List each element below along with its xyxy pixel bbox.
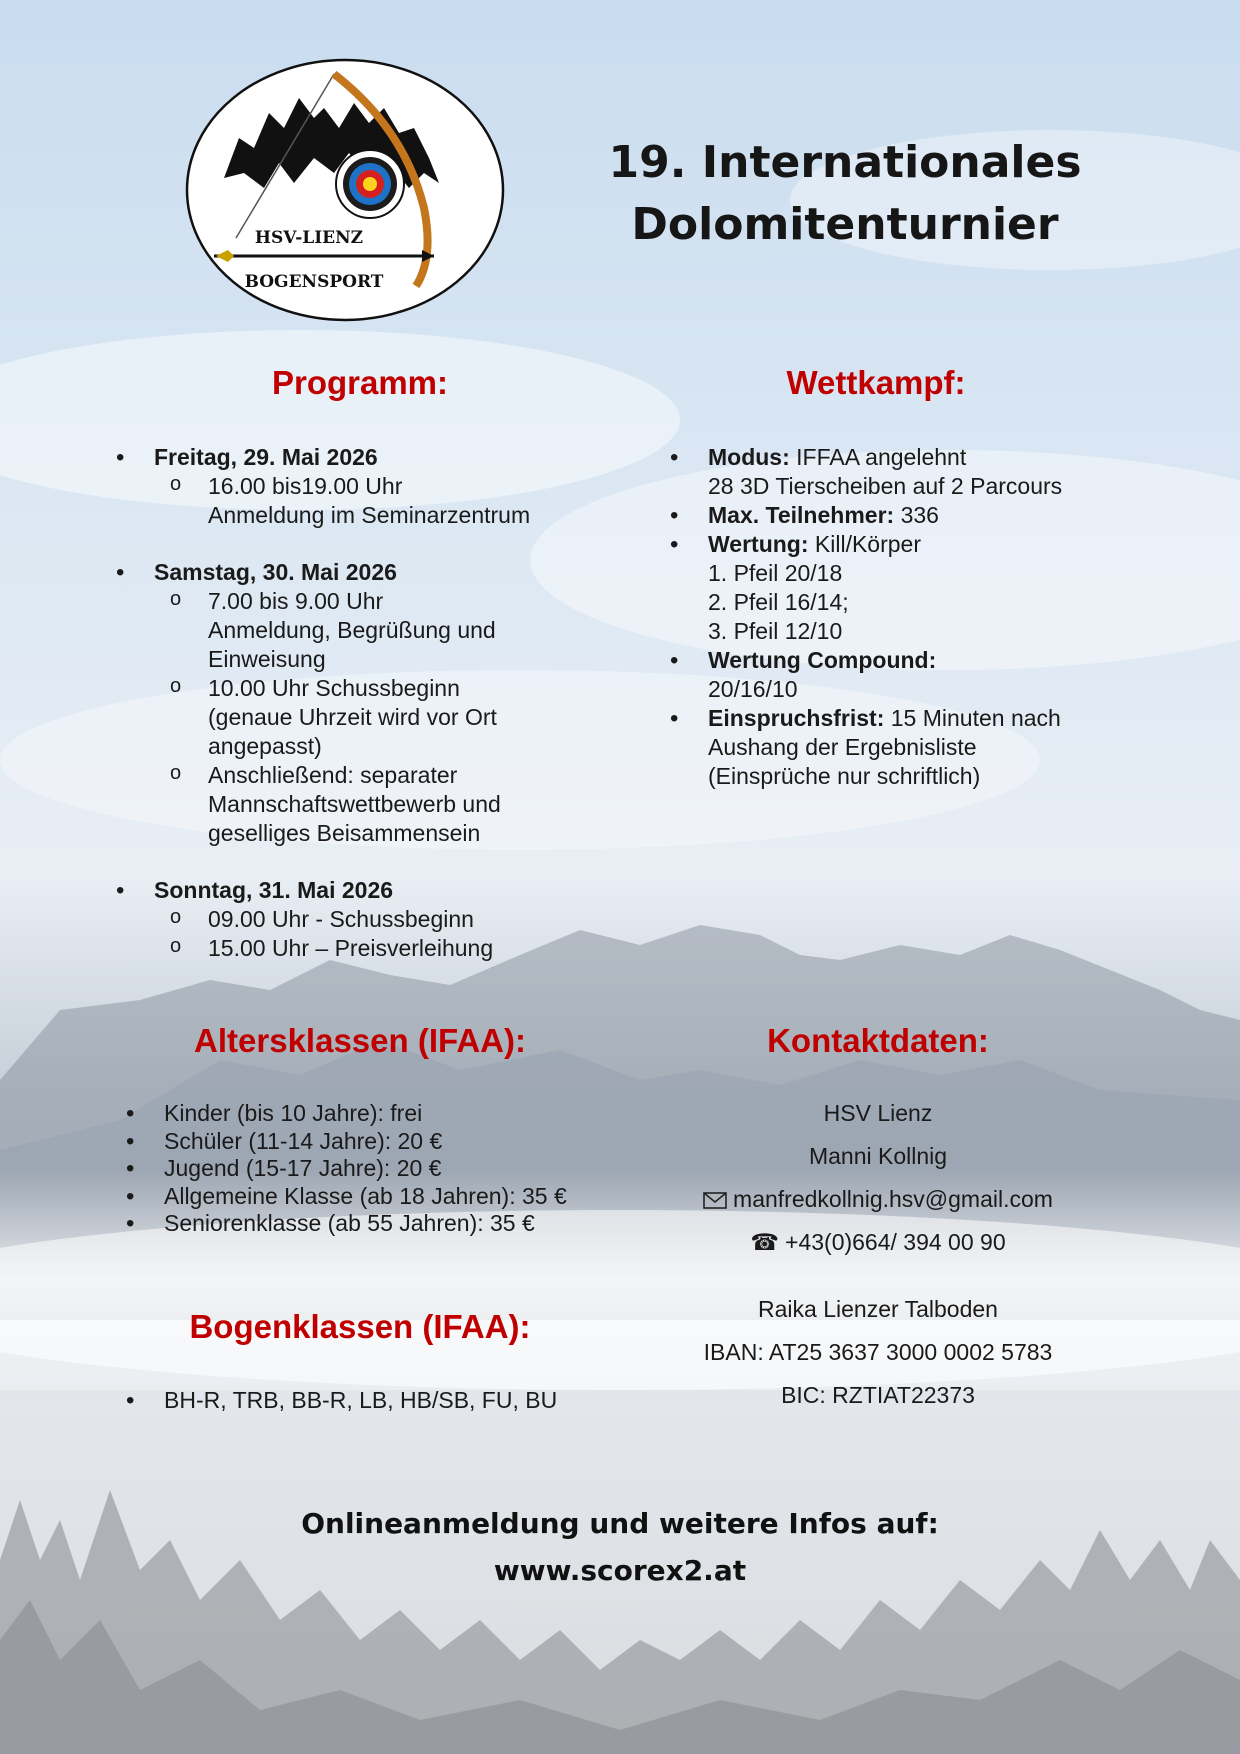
kontakt-heading: Kontaktdaten: [767, 1022, 989, 1059]
wettkampf-text: 336 [894, 502, 939, 528]
wettkampf-label: Wertung Compound: [708, 647, 937, 673]
wettkampf-item [670, 704, 1210, 791]
wettkampf-text: 20/16/10 [708, 676, 798, 702]
wettkampf-item [670, 646, 1210, 704]
bogenklasse-item: • BH-R, TRB, BB-R, LB, HB/SB, FU, BU [126, 1386, 646, 1415]
wettkampf-text: 15 Minuten nach Aushang der Ergebnisliste (Einsprüche nur schriftlich) [708, 705, 1061, 789]
telephone-icon: ☎ [750, 1229, 780, 1255]
title-line-2: Dolomitenturnier [631, 199, 1059, 250]
programm-date: Samstag, 30. Mai 2026 [154, 559, 397, 585]
programm-day [116, 558, 636, 848]
programm-item: o 10.00 Uhr Schussbeginn (genaue Uhrzeit wird vor Ort angepasst) [154, 674, 636, 761]
title-line-1: 19. Internationales [608, 137, 1082, 188]
programm-item: o Anschließend: separater Mannschaftswettbewerb und geselliges Beisammensein [154, 761, 636, 848]
page-title [600, 132, 1090, 256]
contact-bank: Raika Lienzer Talboden [758, 1296, 998, 1322]
programm-item: o 09.00 Uhr - Schussbeginn [154, 905, 636, 934]
bogenklassen-list [126, 1386, 646, 1415]
wettkampf-text: Kill/Körper 1. Pfeil 20/18 2. Pfeil 16/14; 3. Pfeil 12/10 [708, 531, 921, 644]
wettkampf-item [670, 443, 1210, 501]
contact-bic: BIC: RZTIAT22373 [781, 1382, 975, 1408]
contact-club: HSV Lienz [823, 1100, 933, 1126]
footer-url[interactable]: www.scorex2.at [493, 1554, 747, 1587]
wettkampf-label: Modus: [708, 444, 790, 470]
envelope-icon [703, 1192, 727, 1209]
logo-top-text: HSV-LIENZ [254, 228, 364, 248]
wettkampf-label: Wertung: [708, 531, 809, 557]
contact-phone-row [660, 1221, 1096, 1264]
wettkampf-label: Max. Teilnehmer: [708, 502, 895, 528]
wettkampf-label: Einspruchsfrist: [708, 705, 885, 731]
altersklasse-item: • Schüler (11-14 Jahre): 20 € [126, 1128, 646, 1156]
contact-block [660, 1092, 1096, 1417]
contact-iban: IBAN: AT25 3637 3000 0002 5783 [703, 1339, 1053, 1365]
programm-sub-list [154, 905, 636, 963]
programm-day [116, 876, 636, 963]
contact-spacer [660, 1264, 1096, 1288]
wettkampf-heading: Wettkampf: [786, 364, 966, 401]
programm-heading: Programm: [271, 364, 449, 401]
contact-phone[interactable]: +43(0)664/ 394 00 90 [785, 1229, 1006, 1255]
programm-sub-list [154, 587, 636, 848]
logo-bottom-text: BOGENSPORT [244, 272, 384, 292]
programm-date: Freitag, 29. Mai 2026 [154, 444, 378, 470]
programm-date: Sonntag, 31. Mai 2026 [154, 877, 394, 903]
footer [220, 1500, 1020, 1594]
altersklasse-item: • Seniorenklasse (ab 55 Jahren): 35 € [126, 1210, 646, 1238]
programm-list [116, 443, 636, 963]
contact-email-row [660, 1178, 1096, 1221]
programm-item: o 16.00 bis19.00 Uhr Anmeldung im Seminarzentrum [154, 472, 636, 530]
wettkampf-item [670, 530, 1210, 646]
bogenklassen-heading: Bogenklassen (IFAA): [189, 1308, 531, 1345]
programm-sub-list [154, 472, 636, 530]
footer-line-1: Onlineanmeldung und weitere Infos auf: [301, 1507, 939, 1540]
club-logo [184, 58, 506, 322]
programm-day [116, 443, 636, 530]
programm-item: o 7.00 bis 9.00 Uhr Anmeldung, Begrüßung und Einweisung [154, 587, 636, 674]
altersklassen-list [126, 1100, 646, 1238]
altersklasse-item: • Allgemeine Klasse (ab 18 Jahren): 35 € [126, 1183, 646, 1211]
altersklasse-item: • Kinder (bis 10 Jahre): frei [126, 1100, 646, 1128]
contact-person: Manni Kollnig [808, 1143, 948, 1169]
contact-email[interactable]: manfredkollnig.hsv@gmail.com [733, 1186, 1053, 1212]
wettkampf-item [670, 501, 1210, 530]
wettkampf-list [670, 443, 1210, 791]
programm-item: o 15.00 Uhr – Preisverleihung [154, 934, 636, 963]
altersklassen-heading: Altersklassen (IFAA): [194, 1022, 526, 1059]
altersklasse-item: • Jugend (15-17 Jahre): 20 € [126, 1155, 646, 1183]
wettkampf-text: IFFAA angelehnt 28 3D Tierscheiben auf 2 Parcours [708, 444, 1063, 499]
